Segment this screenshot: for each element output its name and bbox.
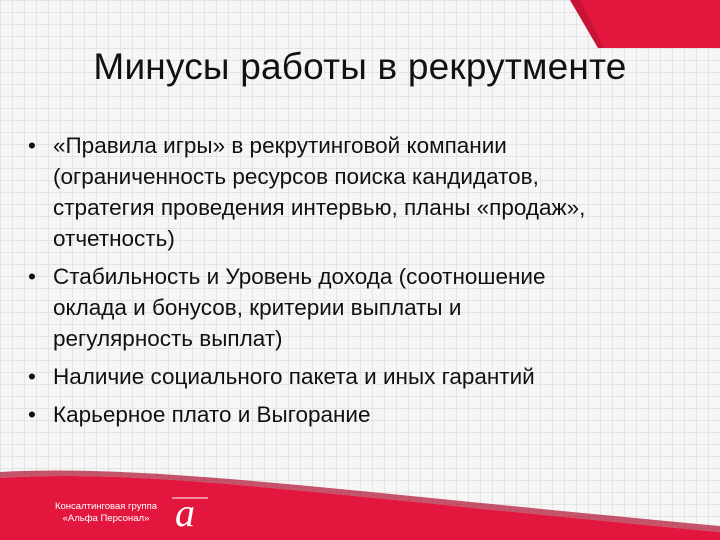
bullet-item-income xyxy=(24,261,694,354)
bullet-line: Наличие социального пакета и иных гарантий xyxy=(53,364,535,389)
bullet-list xyxy=(24,130,694,437)
bullet-marker: • xyxy=(28,364,36,389)
company-name-line: «Альфа Персонал» xyxy=(62,513,150,524)
bullet-line: регулярность выплат) xyxy=(53,326,283,351)
bullet-line: оклада и бонусов, критерии выплаты и xyxy=(53,295,462,320)
bullet-item-social-package xyxy=(24,361,694,392)
bullet-line: (ограниченность ресурсов поиска кандидатов, xyxy=(53,164,539,189)
bullet-line: «Правила игры» в рекрутинговой компании xyxy=(53,133,507,158)
bullet-line: стратегия проведения интервью, планы «продаж», xyxy=(53,195,586,220)
bullet-item-career-plateau xyxy=(24,399,694,430)
corner-accent-decoration xyxy=(570,0,720,48)
slide-title: Минусы работы в рекрутменте xyxy=(93,46,627,87)
bullet-marker: • xyxy=(28,402,36,427)
bullet-line: отчетность) xyxy=(53,226,175,251)
bullet-marker: • xyxy=(28,133,36,158)
alfa-personal-logo-icon xyxy=(168,492,214,532)
company-name-line: Консалтинговая группа xyxy=(54,501,158,512)
bullet-marker: • xyxy=(28,264,36,289)
bullet-line: Стабильность и Уровень дохода (соотношение xyxy=(53,264,546,289)
bullet-item-rules xyxy=(24,130,694,254)
logo-letter: a xyxy=(175,492,195,532)
bullet-line: Карьерное плато и Выгорание xyxy=(53,402,371,427)
company-name xyxy=(44,501,168,525)
